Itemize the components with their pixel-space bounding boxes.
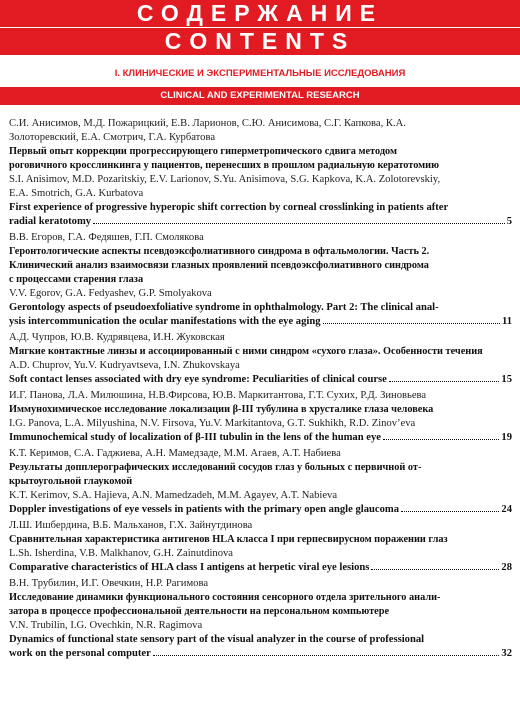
dot-leader [93,223,505,224]
dot-leader [371,569,499,570]
article-title-en: ysis intercommunication the ocular manifestations with the eye aging [9,316,321,327]
authors-en: V.N. Trubilin, I.G. Ovechkin, N.R. Ragimova [9,620,203,631]
page-number: 32 [501,648,512,659]
article-title-en: First experience of progressive hyperopic shift correction by corneal crosslinking in patients after [9,202,449,213]
authors-ru: А.Д. Чупров, Ю.В. Кудрявцева, И.Н. Жуковская [9,332,225,343]
toc-entry [9,331,512,387]
page-number: 15 [501,374,512,385]
article-title-en: work on the personal computer [9,648,151,659]
page-number: 28 [501,562,512,573]
article-title-ru: Геронтологические аспекты псевдоэксфолиативного синдрома в офтальмологии. Часть 2. [9,246,430,257]
article-title-ru: Первый опыт коррекции прогрессирующего гиперметропического сдвига методом [9,146,397,157]
toc-entry [9,447,512,517]
authors-en: V.V. Egorov, G.A. Fedyashev, G.P. Smolyakova [9,288,212,299]
authors-en: E.A. Smotrich, G.A. Kurbatova [9,188,144,199]
article-title-ru: Сравнительная характеристика антигенов HLA класса I при герпесвирусном поражении глаз [9,534,448,545]
page-number: 19 [501,432,512,443]
article-title-en: radial keratotomy [9,216,92,227]
article-title-en: Doppler investigations of eye vessels in patients with the primary open angle glaucoma [9,504,400,515]
article-title-en: Comparative characteristics of HLA class I antigens at herpetic viral eye lesions [9,562,370,573]
toc-link[interactable] [9,431,512,445]
toc-link[interactable] [9,503,512,517]
authors-ru: С.И. Анисимов, М.Д. Пожарицкий, Е.В. Ларионов, С.Ю. Анисимова, С.Г. Капкова, К.А. [9,118,406,129]
article-title-en: Dynamics of functional state sensory part of the visual analyzer in the course of professional [9,634,425,645]
toc-link[interactable] [9,215,512,229]
toc-link[interactable] [9,647,512,661]
section-heading-ru: I. КЛИНИЧЕСКИЕ И ЭКСПЕРИМЕНТАЛЬНЫЕ ИССЛЕДОВАНИЯ [114,68,406,79]
contents-title-ru: СОДЕРЖАНИЕ [0,0,520,27]
article-title-en: Gerontology aspects of pseudoexfoliative syndrome in ophthalmology. Part 2: The clinical anal- [9,302,439,313]
toc-link[interactable] [9,373,512,387]
authors-en: L.Sh. Isherdina, V.B. Malkhanov, G.H. Zainutdinova [9,548,234,559]
page-number: 24 [501,504,512,515]
page-number: 11 [501,316,512,327]
article-title-ru: Иммунохимическое исследование локализации β-III тубулина в хрусталике глаза человека [9,404,434,415]
toc-entry [9,577,512,661]
toc-entry [9,231,512,329]
dot-leader [401,511,499,512]
dot-leader [153,655,500,656]
authors-ru: И.Г. Панова, Л.А. Милюшина, Н.В.Фирсова, Ю.В. Маркитантова, Г.Т. Сухих, Р.Д. Зиновьева [9,390,427,401]
toc-entry [9,117,512,229]
dot-leader [383,439,499,440]
toc-link[interactable] [9,315,512,329]
authors-ru: В.В. Егоров, Г.А. Федяшев, Г.П. Смолякова [9,232,204,243]
article-title-ru: Мягкие контактные линзы и ассоциированный с ними синдром «сухого глаза». Особенности течения [9,346,483,357]
article-title-ru: роговичного кросслинкинга у пациентов, перенесших в прошлом радиальную кератотомию [9,160,439,171]
dot-leader [323,323,500,324]
article-title-ru: с процессами старения глаза [9,274,144,285]
authors-ru: Л.Ш. Ишбердина, В.Б. Мальханов, Г.Х. Зайнутдинова [9,520,253,531]
article-title-ru: крытоугольной глаукомой [9,476,133,487]
article-title-ru: Исследование динамики функционального состояния сенсорного отдела зрительного анали- [9,592,441,603]
dot-leader [389,381,500,382]
toc-link[interactable] [9,561,512,575]
authors-en: I.G. Panova, L.A. Milyushina, N.V. Firsova, Yu.V. Markitantova, G.T. Sukhikh, R.D. Zinov’eva [9,418,416,429]
authors-en: K.T. Kerimov, S.A. Hajieva, A.N. Mamedzadeh, M.M. Agayev, A.T. Nabieva [9,490,338,501]
authors-en: S.I. Anisimov, M.D. Pozaritskiy, E.V. Larionov, S.Yu. Anisimova, S.G. Kapkova, K.A. Zolotorevskiy, [9,174,441,185]
toc-entries [9,117,512,663]
section-heading-en: CLINICAL AND EXPERIMENTAL RESEARCH [0,87,520,105]
toc-entry [9,389,512,445]
article-title-en: Soft contact lenses associated with dry eye syndrome: Peculiarities of clinical course [9,374,387,385]
article-title-ru: Клинический анализ взаимосвязи глазных проявлений псевдоэксфолиативного синдрома [9,260,429,271]
article-title-ru: затора в процессе профессиональной деятельности на персональном компьютере [9,606,390,617]
toc-entry [9,519,512,575]
contents-title-en: CONTENTS [0,28,520,55]
authors-en: A.D. Chuprov, Yu.V. Kudryavtseva, I.N. Zhukovskaya [9,360,240,371]
authors-ru: Золоторевский, Е.А. Смотрич, Г.А. Курбатова [9,132,216,143]
article-title-ru: Результаты допплерографических исследований сосудов глаз у больных с первичной от- [9,462,422,473]
article-title-en: Immunochemical study of localization of β-III tubulin in the lens of the human eye [9,432,381,443]
page-number: 5 [506,216,512,227]
authors-ru: В.Н. Трубилин, И.Г. Овечкин, Н.Р. Рагимова [9,578,209,589]
authors-ru: К.Т. Керимов, С.А. Гаджиева, А.Н. Мамедзаде, М.М. Агаев, А.Т. Набиева [9,448,341,459]
